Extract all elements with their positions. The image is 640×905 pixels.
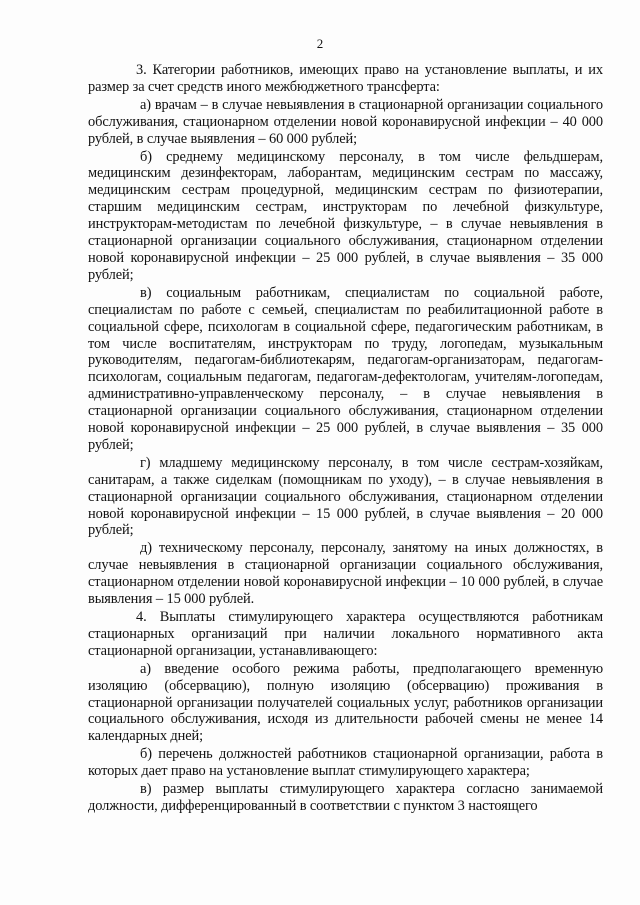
page-number: 2 xyxy=(316,36,324,51)
paragraph-3a-doctors: а) врачам – в случае невыявления в стационарной организации социального обслуживания, стационарном отделении новой коронавирусной инфекции – 40 000 рублей, в случае выявления – 60 000 рублей; xyxy=(88,96,603,147)
paragraph-4-header: 4. Выплаты стимулирующего характера осуществляются работникам стационарных организаций при наличии локального нормативного акта стационарной организации, устанавливающего: xyxy=(88,609,603,659)
paragraph-3-header: 3. Категории работников, имеющих право на установление выплаты, и их размер за счет средств иного межбюджетного трансферта: xyxy=(88,62,603,95)
paragraph-3d-junior-medical-staff: г) младшему медицинскому персоналу, в том числе сестрам-хозяйкам, санитарам, а также сиделкам (помощникам по уходу), – в случае невыявления в стационарной организации социального обслуживания, стационарном отделении новой коронавирусной инфекции – 15 000 рублей, в случае выявления – 20 000 рублей; xyxy=(88,454,603,539)
document-body xyxy=(88,62,603,815)
paragraph-4a-special-regime: а) введение особого режима работы, предполагающего временную изоляцию (обсервацию), полную изоляцию (обсервацию) проживания в стационарной организации получателей социальных услуг, работников организации социального обслуживания, исходя из длительности рабочей смены не менее 14 календарных дней; xyxy=(88,660,603,745)
paragraph-4b-positions-list: б) перечень должностей работников стационарной организации, работа в которых дает право на установление выплат стимулирующего характера; xyxy=(88,746,603,780)
paragraph-4c-payment-size: в) размер выплаты стимулирующего характера согласно занимаемой должности, дифференцированный в соответствии с пунктом 3 настоящего xyxy=(88,781,603,814)
paragraph-3c-social-workers: в) социальным работникам, специалистам по социальной работе, специалистам по работе с семьей, специалистам по реабилитационной работе в социальной сфере, психологам в социальной сфере, педагогическим работникам, в том числе воспитателям, инструкторам по труду, логопедам, музыкальным руководителям, педагогам-библиотекарям, педагогам-организаторам, педагогам-психологам, социальным педагогам, педагогам-дефектологам, учителям-логопедам, административно-управленческому персоналу, – в случае невыявления в стационарной организации социального обслуживания, стационарном отделении новой коронавирусной инфекции – 25 000 рублей, в случае выявления – 35 000 рублей; xyxy=(88,284,603,453)
paragraph-3e-technical-staff: д) техническому персоналу, персоналу, занятому на иных должностях, в случае невыявления в стационарной организации социального обслуживания, стационарном отделении новой коронавирусной инфекции – 10 000 рублей, в случае выявления – 15 000 рублей. xyxy=(88,540,603,608)
paragraph-3b-medical-staff: б) среднему медицинскому персоналу, в том числе фельдшерам, медицинским дезинфекторам, лаборантам, медицинским сестрам по массажу, медицинским сестрам процедурной, медицинским сестрам по физиотерапии, старшим медицинским сестрам, инструкторам по лечебной физкультуре, инструкторам-методистам по лечебной физкультуре, – в случае невыявления в стационарной организации социального обслуживания, стационарном отделении новой коронавирусной инфекции – 25 000 рублей, в случае выявления – 35 000 рублей; xyxy=(88,148,603,283)
